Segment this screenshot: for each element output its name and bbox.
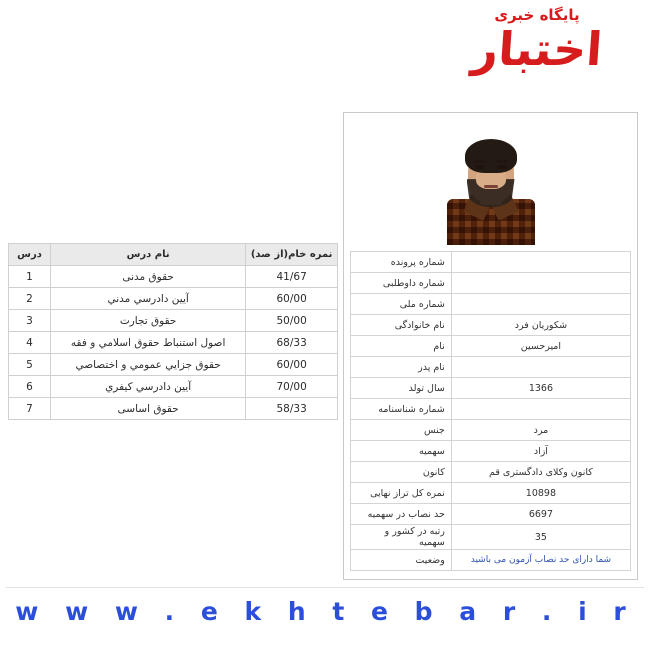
info-label-firstname: نام — [351, 336, 452, 357]
cell-course-name: آیین دادرسي کیفري — [50, 376, 245, 398]
cell-raw-score: 68/33 — [246, 332, 338, 354]
table-row — [351, 252, 631, 273]
table-row — [9, 398, 338, 420]
info-label-total-score: نمره کل تراز نهایی — [351, 483, 452, 504]
table-row — [351, 441, 631, 462]
candidate-info-table — [350, 251, 631, 571]
table-row — [9, 354, 338, 376]
cell-course-name: حقوق جزایي عمومي و اختصاصي — [50, 354, 245, 376]
candidate-photo — [445, 127, 537, 245]
info-value-bar-association: کانون وکلای دادگستری قم — [451, 462, 630, 483]
info-label-lastname: نام خانوادگی — [351, 315, 452, 336]
cell-index: 3 — [9, 310, 51, 332]
table-row — [351, 550, 631, 571]
info-value-quota-cutoff: 6697 — [451, 504, 630, 525]
table-row — [9, 266, 338, 288]
table-row — [351, 483, 631, 504]
footer-divider — [6, 587, 644, 588]
cell-course-name: اصول استنباط حقوق اسلامي و فقه — [50, 332, 245, 354]
status-badge: شما دارای حد نصاب آزمون می باشید — [451, 550, 630, 571]
info-label-candidate-number: شماره داوطلبی — [351, 273, 452, 294]
cell-raw-score: 58/33 — [246, 398, 338, 420]
info-value-file-number — [451, 252, 630, 273]
info-value-id-number — [451, 399, 630, 420]
info-value-birth-year: 1366 — [451, 378, 630, 399]
cell-course-name: حقوق تجارت — [50, 310, 245, 332]
column-header-course-name: نام درس — [50, 244, 245, 266]
table-row — [351, 357, 631, 378]
cell-index: 4 — [9, 332, 51, 354]
table-row — [351, 462, 631, 483]
info-label-status: وضعیت — [351, 550, 452, 571]
scores-table — [8, 243, 338, 420]
info-label-gender: جنس — [351, 420, 452, 441]
column-header-index: درس — [9, 244, 51, 266]
cell-index: 1 — [9, 266, 51, 288]
site-logo — [442, 8, 632, 88]
info-value-gender: مرد — [451, 420, 630, 441]
scores-header-row — [9, 244, 338, 266]
info-label-quota: سهمیه — [351, 441, 452, 462]
info-label-national-id: شماره ملی — [351, 294, 452, 315]
info-label-quota-cutoff: حد نصاب در سهمیه — [351, 504, 452, 525]
info-value-father-name — [451, 357, 630, 378]
cell-raw-score: 50/00 — [246, 310, 338, 332]
info-label-file-number: شماره پرونده — [351, 252, 452, 273]
cell-course-name: حقوق اساسی — [50, 398, 245, 420]
column-header-raw-score: نمره خام(از صد) — [246, 244, 338, 266]
info-label-bar-association: کانون — [351, 462, 452, 483]
logo-tagline: پایگاه خبری — [494, 6, 580, 24]
table-row — [351, 525, 631, 550]
info-value-rank: 35 — [451, 525, 630, 550]
candidate-photo-wrapper — [350, 119, 631, 247]
table-row — [351, 378, 631, 399]
info-value-candidate-number — [451, 273, 630, 294]
table-row — [351, 504, 631, 525]
cell-index: 6 — [9, 376, 51, 398]
info-label-birth-year: سال تولد — [351, 378, 452, 399]
table-row — [351, 420, 631, 441]
table-row — [351, 294, 631, 315]
table-row — [9, 288, 338, 310]
cell-index: 5 — [9, 354, 51, 376]
info-label-father-name: نام پدر — [351, 357, 452, 378]
info-label-rank: رتبه در کشور و سهمیه — [351, 525, 452, 550]
info-value-lastname: شکوریان فرد — [451, 315, 630, 336]
table-row — [9, 376, 338, 398]
info-value-total-score: 10898 — [451, 483, 630, 504]
cell-raw-score: 41/67 — [246, 266, 338, 288]
table-row — [9, 310, 338, 332]
site-url[interactable]: w w w . e k h t e b a r . i r — [15, 597, 635, 626]
cell-index: 7 — [9, 398, 51, 420]
info-value-quota: آزاد — [451, 441, 630, 462]
cell-raw-score: 60/00 — [246, 354, 338, 376]
logo-name: اختبار — [469, 22, 605, 76]
table-row — [351, 273, 631, 294]
table-row — [351, 336, 631, 357]
info-value-firstname: امیرحسین — [451, 336, 630, 357]
info-label-id-number: شماره شناسنامه — [351, 399, 452, 420]
cell-raw-score: 70/00 — [246, 376, 338, 398]
cell-index: 2 — [9, 288, 51, 310]
candidate-info-card — [343, 112, 638, 580]
info-value-national-id — [451, 294, 630, 315]
table-row — [351, 399, 631, 420]
cell-course-name: آیین دادرسي مدني — [50, 288, 245, 310]
table-row — [351, 315, 631, 336]
cell-raw-score: 60/00 — [246, 288, 338, 310]
table-row — [9, 332, 338, 354]
cell-course-name: حقوق مدنی — [50, 266, 245, 288]
